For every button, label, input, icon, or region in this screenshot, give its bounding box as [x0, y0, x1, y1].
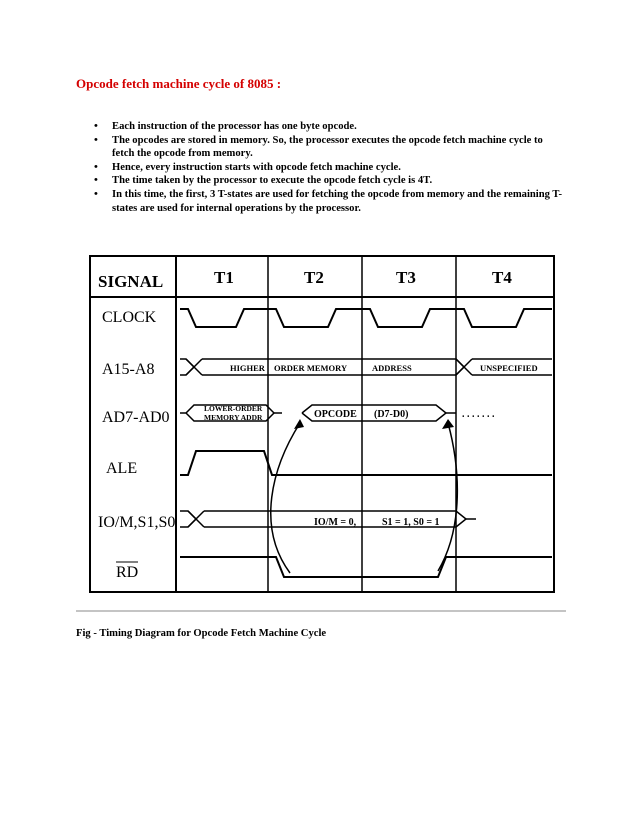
bullet-item: • Each instruction of the processor has one byte opcode. — [94, 120, 564, 134]
label-memory-addr: MEMORY ADDR — [204, 413, 263, 422]
ale-waveform — [180, 451, 552, 475]
label-address: ADDRESS — [372, 363, 412, 373]
bullet-list — [94, 120, 564, 215]
signal-rd: RD — [116, 564, 139, 581]
section-heading: Opcode fetch machine cycle of 8085 : — [76, 76, 282, 91]
arrow-rd-to-opcode — [271, 423, 300, 573]
label-unspecified: UNSPECIFIED — [480, 363, 538, 373]
arrow-head-icon — [442, 419, 454, 429]
signal-clock: CLOCK — [102, 309, 157, 326]
label-dotted: . . . . . . . — [462, 409, 495, 420]
bullet-item: • The opcodes are stored in memory. So, the processor executes the opcode fetch machine cycle to fetch the opcode from memory. — [94, 134, 564, 161]
label-order-memory: ORDER MEMORY — [274, 363, 348, 373]
figure-caption: Fig - Timing Diagram for Opcode Fetch Machine Cycle — [76, 628, 327, 639]
label-opcode: OPCODE — [314, 409, 357, 420]
label-lower-order: LOWER-ORDER — [204, 404, 263, 413]
label-s1s0: S1 = 1, S0 = 1 — [382, 517, 440, 528]
timing-diagram-figure — [76, 247, 566, 613]
signal-header: SIGNAL — [98, 272, 164, 291]
bullet-item: • The time taken by the processor to execute the opcode fetch cycle is 4T. — [94, 174, 564, 188]
signal-ad7-ad0: AD7-AD0 — [102, 409, 170, 426]
state-t3: T3 — [396, 268, 416, 287]
signal-io-m-s1-s0: IO/M,S1,S0 — [98, 514, 176, 531]
label-higher: HIGHER — [230, 363, 265, 373]
state-t2: T2 — [304, 268, 324, 287]
arrow-rd-end-to-opcode — [438, 423, 457, 571]
state-t1: T1 — [214, 268, 234, 287]
timing-diagram — [76, 247, 566, 613]
bullet-item: • In this time, the first, 3 T-states are used for fetching the opcode from memory and the remaining T-states are used for internal operations by the processor. — [94, 188, 564, 215]
arrow-head-icon — [294, 419, 304, 429]
signal-a15-a8: A15-A8 — [102, 361, 155, 378]
label-d7-d0: (D7-D0) — [374, 409, 409, 420]
label-iom: IO/M = 0, — [314, 517, 357, 528]
clock-waveform — [180, 309, 552, 327]
signal-ale: ALE — [106, 460, 138, 477]
state-t4: T4 — [492, 268, 512, 287]
rd-waveform — [180, 557, 552, 577]
bullet-item: • Hence, every instruction starts with opcode fetch machine cycle. — [94, 161, 564, 175]
